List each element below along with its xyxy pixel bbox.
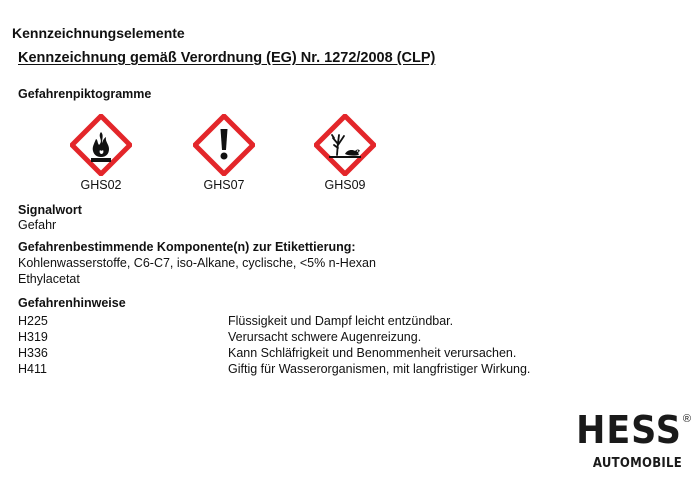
registered-mark: ® xyxy=(682,413,691,425)
hazard-code: H336 xyxy=(18,346,48,360)
hazard-statements-heading: Gefahrenhinweise xyxy=(18,296,126,310)
components-heading: Gefahrenbestimmende Komponente(n) zur Etikettierung: xyxy=(18,240,356,254)
signal-word-heading: Signalwort xyxy=(18,203,82,217)
hazard-text: Flüssigkeit und Dampf leicht entzündbar. xyxy=(228,314,454,328)
hazard-code: H225 xyxy=(18,314,48,328)
regulation-title: Kennzeichnung gemäß Verordnung (EG) Nr. 1272/2008 (CLP) xyxy=(18,50,436,66)
hazard-text: Giftig für Wasserorganismen, mit langfristiger Wirkung. xyxy=(228,362,531,376)
hazard-text: Verursacht schwere Augenreizung. xyxy=(228,330,422,344)
flame-icon xyxy=(70,114,132,176)
component-line: Kohlenwasserstoffe, C6-C7, iso-Alkane, cyclische, <5% n-Hexan xyxy=(18,256,376,270)
hazard-code: H319 xyxy=(18,330,48,344)
signal-word-value: Gefahr xyxy=(18,218,57,232)
pictogram-label-ghs09: GHS09 xyxy=(324,178,366,192)
component-line: Ethylacetat xyxy=(18,272,80,286)
pictogram-label-ghs02: GHS02 xyxy=(80,178,122,192)
hazard-code: H411 xyxy=(18,362,47,376)
section-title: Kennzeichnungselemente xyxy=(12,25,185,41)
pictogram-label-ghs07: GHS07 xyxy=(203,178,245,192)
exclamation-mark-icon xyxy=(193,114,255,176)
pictograms-heading: Gefahrenpiktogramme xyxy=(18,87,152,101)
brand-logo-name: HESS xyxy=(576,408,682,452)
brand-logo-subtitle: AUTOMOBILE xyxy=(592,456,682,471)
environment-icon xyxy=(314,114,376,176)
hazard-text: Kann Schläfrigkeit und Benommenheit verursachen. xyxy=(228,346,517,360)
